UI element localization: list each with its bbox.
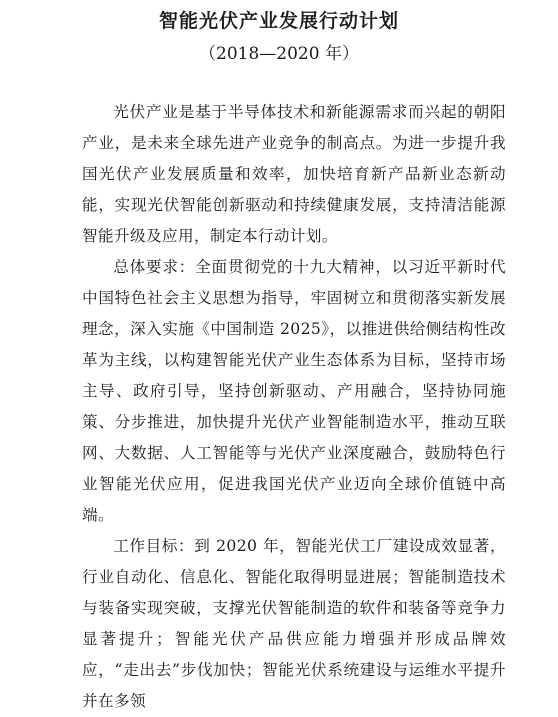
general-requirements-paragraph: 总体要求：全面贯彻党的十九大精神，以习近平新时代中国特色社会主义思想为指导，牢固树立和贯彻落实新发展理念，深入实施《中国制造 2025》，以推进供给侧结构性改革为主线，以构建智能光伏产业生态体系为目标，坚持市场主导、政府引导，坚持创新驱动、产用融合，坚持协同施策、分步推进，加快提升光伏产业智能制造水平，推动互联网、大数据、人工智能等与光伏产业深度融合，鼓励特色行业智能光伏应用，促进我国光伏产业迈向全球价值链中高端。 (82, 258, 506, 524)
document-title: 智能光伏产业发展行动计划 (158, 10, 399, 32)
document-subtitle: （2018—2020 年） (199, 44, 359, 64)
work-goals-paragraph: 工作目标：到 2020 年，智能光伏工厂建设成效显著，行业自动化、信息化、智能化取得明显进展；智能制造技术与装备实现突破，支撑光伏智能制造的软件和装备等竞争力显著提升；智能光伏产品供应能力增强并形成品牌效应，“走出去”步伐加快；智能光伏系统建设与运维水平提升并在多领 (82, 537, 506, 710)
intro-paragraph: 光伏产业是基于半导体技术和新能源需求而兴起的朝阳产业，是未来全球先进产业竞争的制高点。为进一步提升我国光伏产业发展质量和效率，加快培育新产品新业态新动能，实现光伏智能创新驱动和持续健康发展，支持清洁能源智能升级及应用，制定本行动计划。 (82, 103, 506, 245)
